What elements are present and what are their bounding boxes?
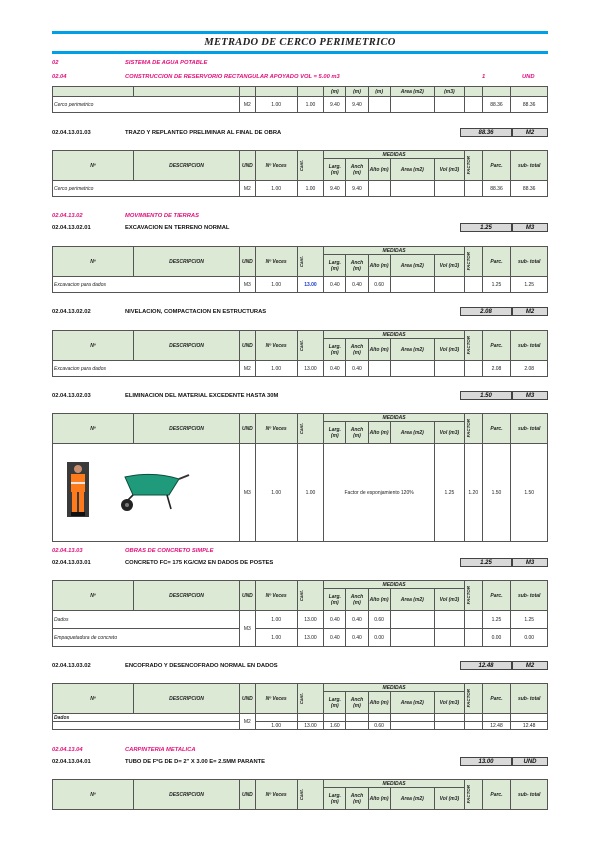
item-qty: 1	[482, 74, 486, 80]
item-desc: CONSTRUCCION DE RESERVORIO RECTANGULAR APOYADO VOL = 5.00 m3	[125, 74, 340, 80]
measure-table: Nº DESCRIPCION UND Nº Veces Cant. MEDIDAS FACTOR Parc. sub- total Larg. (m) Anch (m) Alto (m) Area (m2) Vol (m3) Excavacion para dados M3 1.00 13.00 0.40 0.40 0.60 1.25 1.25	[52, 246, 548, 293]
wheelbarrow-icon	[119, 469, 191, 514]
table-row: Excavacion para dados M2 1.00 13.00 0.40 0.40 2.08 2.08	[53, 361, 548, 377]
table-row: Cerco perimetrico M2 1.00 1.00 9.40 9.40 88.36 88.36	[53, 181, 548, 197]
table-row: M3 1.00 1.00 Factor de esponjamiento 120% 1.25 1.20 1.50 1.50	[53, 444, 548, 542]
section-unit: M3	[512, 391, 548, 400]
measure-table: Nº DESCRIPCION UND Nº Veces Cant. MEDIDAS FACTOR Parc. sub- total Larg. (m) Anch (m) Alto (m) Area (m2) Vol (m3) Cerco perimetrico M2 1.00 1.00 9.40 9.40 88.36 88.36	[52, 150, 548, 197]
col-alto: (m)	[368, 87, 390, 97]
note-cell: Factor de esponjamiento 120%	[324, 444, 435, 542]
page-title: METRADO DE CERCO PERIMETRICO	[204, 37, 396, 48]
measure-table: Nº DESCRIPCION UND Nº Veces Cant. MEDIDAS FACTOR Parc. sub- total Larg. (m) Anch (m) Alto (m) Area (m2) Vol (m3)	[52, 779, 548, 810]
top-rule	[52, 31, 548, 34]
col-larg: (m)	[324, 87, 346, 97]
section-unit: M2	[512, 661, 548, 670]
section-total: 1.25	[460, 223, 512, 232]
col-vol: (m3)	[434, 87, 464, 97]
table-row: 1.00 13.00 1.60 0.60 12.48 12.48	[53, 722, 548, 730]
section-unit: UND	[512, 757, 548, 766]
section-total: 13.00	[460, 757, 512, 766]
section-total: 2.08	[460, 307, 512, 316]
table-row: Excavacion para dados M3 1.00 13.00 0.40 0.40 0.60 1.25 1.25	[53, 277, 548, 293]
worker-icon	[67, 462, 89, 517]
section-total: 12.48	[460, 661, 512, 670]
section-unit: M2	[512, 307, 548, 316]
measure-table: Nº DESCRIPCION UND Nº Veces Cant. MEDIDAS FACTOR Parc. sub- total Larg. (m) Anch (m) Alto (m) Area (m2) Vol (m3) M3 1.00 1.00 Factor de esponjamiento 120% 1.25 1.20 1.50 1.50	[52, 413, 548, 542]
section-unit: M2	[512, 128, 548, 137]
title-rule	[52, 51, 548, 54]
col-anch: (m)	[346, 87, 368, 97]
table-row: Empaquetadura de concreto 1.00 13.00 0.40 0.40 0.00 0.00 0.00	[53, 629, 548, 647]
section-unit: M3	[512, 223, 548, 232]
measure-table: Nº DESCRIPCION UND Nº Veces Cant. MEDIDAS FACTOR Parc. sub- total Larg. (m) Anch (m) Alto (m) Area (m2) Vol (m3) Excavacion para dados M2 1.00 13.00 0.40 0.40 2.08 2.08	[52, 330, 548, 377]
item-desc: SISTEMA DE AGUA POTABLE	[125, 60, 208, 66]
section-unit: M3	[512, 558, 548, 567]
table-row: Dados M3 1.00 13.00 0.40 0.40 0.60 1.25 1.25	[53, 611, 548, 629]
measure-table: Nº DESCRIPCION UND Nº Veces Cant. MEDIDAS FACTOR Parc. sub- total Larg. (m) Anch (m) Alto (m) Area (m2) Vol (m3) Dados M3 1.00 13.00 0.40 0.40 0.60 1.25 1.25 Empaquetadura de concreto 1.00 13.00 0.40 0.40 0.00 0.00 0.00	[52, 580, 548, 647]
section-total: 1.50	[460, 391, 512, 400]
section-total: 1.25	[460, 558, 512, 567]
item-code: 02	[52, 60, 59, 66]
table-row: Cerco perimetrico M2 1.00 1.00 9.40 9.40 88.36 88.36	[53, 97, 548, 113]
illustration-cell	[53, 444, 240, 542]
section-total: 88.36	[460, 128, 512, 137]
table-row: Dados M2	[53, 714, 548, 722]
item-code: 02.04	[52, 74, 67, 80]
col-area: Area (m2)	[390, 87, 434, 97]
partial-measure-table	[52, 86, 548, 113]
measure-table: Nº DESCRIPCION UND Nº Veces Cant. MEDIDAS FACTOR Parc. sub- total Larg. (m) Anch (m) Alto (m) Area (m2) Vol (m3) Dados M2 1.00 13.00 1.60 0.60 12.48 12.48	[52, 683, 548, 730]
item-unit: UND	[522, 74, 535, 80]
